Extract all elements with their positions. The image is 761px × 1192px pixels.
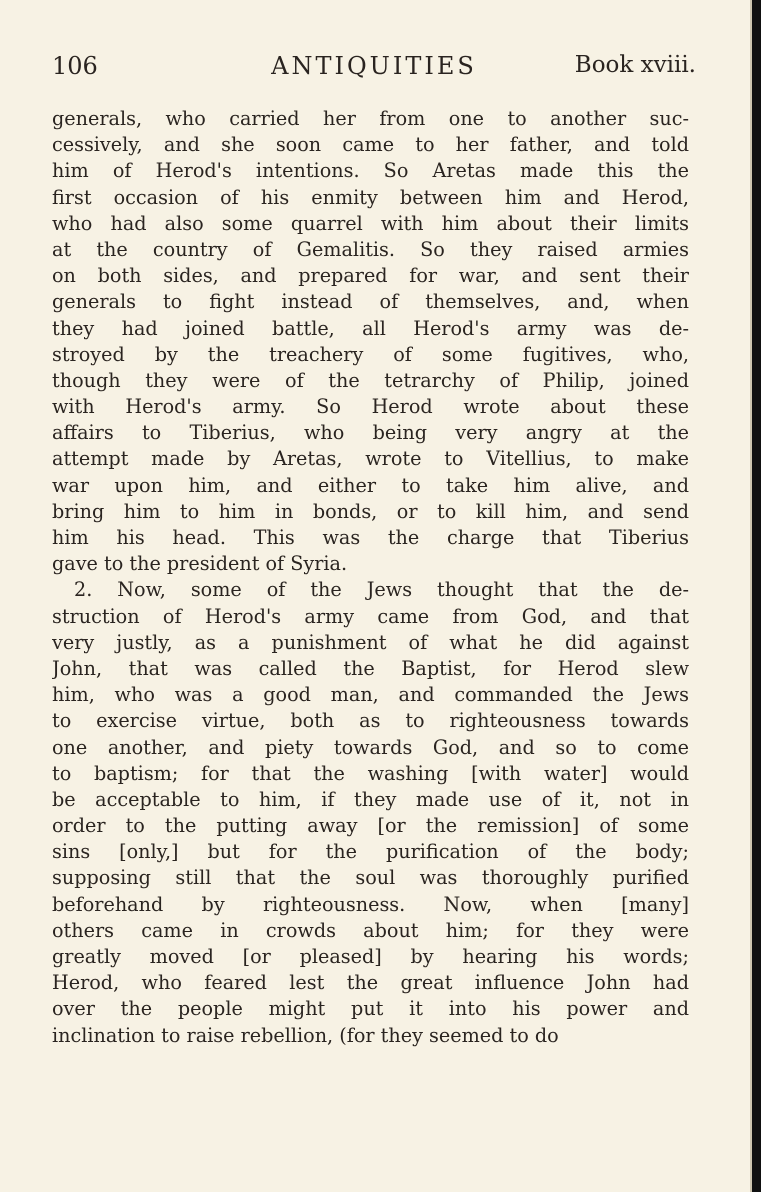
text-line: on both sides, and prepared for war, and sent their	[52, 264, 689, 288]
text-line: affairs to Tiberius, who being very angry at the	[52, 421, 689, 445]
running-title: ANTIQUITIES	[271, 52, 477, 80]
page-number: 106	[52, 52, 98, 80]
text-line: who had also some quarrel with him about their limits	[52, 211, 689, 235]
text-line: cessively, and she soon came to her father, and told	[52, 133, 689, 157]
text-line: be acceptable to him, if they made use of it, not in	[52, 787, 689, 811]
text-line: one another, and piety towards God, and so to come	[52, 735, 689, 759]
text-line: struction of Herod's army came from God, and that	[52, 604, 689, 628]
text-line: to baptism; for that the washing [with water] would	[52, 761, 689, 785]
text-line: attempt made by Aretas, wrote to Vitellius, to make	[52, 447, 689, 471]
text-line: supposing still that the soul was thoroughly purified	[52, 866, 689, 890]
text-line: though they were of the tetrarchy of Philip, joined	[52, 368, 689, 392]
text-line: beforehand by righteousness. Now, when [many]	[52, 892, 689, 916]
text-line: they had joined battle, all Herod's army was de-	[52, 316, 689, 340]
text-line: others came in crowds about him; for they were	[52, 918, 689, 942]
text-line: bring him to him in bonds, or to kill him, and send	[52, 499, 689, 523]
text-line: him his head. This was the charge that Tiberius	[52, 526, 689, 549]
text-line: war upon him, and either to take him alive, and	[52, 473, 689, 497]
text-line: him, who was a good man, and commanded the Jews	[52, 683, 689, 707]
text-line: first occasion of his enmity between him and Herod,	[52, 185, 689, 209]
text-line: generals, who carried her from one to another suc-	[52, 107, 689, 130]
text-line: him of Herod's intentions. So Aretas made this the	[52, 159, 689, 183]
text-line: gave to the president of Syria.	[52, 552, 348, 576]
page-edge	[752, 0, 761, 1192]
text-line: greatly moved [or pleased] by hearing his words;	[52, 945, 689, 968]
body-text	[52, 106, 689, 1049]
text-line: 2. Now, some of the Jews thought that the de-	[74, 578, 689, 602]
text-line: John, that was called the Baptist, for Herod slew	[52, 656, 689, 680]
text-line: Herod, who feared lest the great influence John had	[52, 971, 689, 995]
text-line: generals to fight instead of themselves, and, when	[52, 290, 689, 314]
text-line: to exercise virtue, both as to righteousness towards	[52, 709, 689, 733]
text-line: at the country of Gemalitis. So they raised armies	[52, 237, 689, 261]
text-line: order to the putting away [or the remission] of some	[52, 814, 689, 838]
text-line: stroyed by the treachery of some fugitives, who,	[52, 342, 689, 366]
book-reference: Book xviii.	[574, 52, 696, 78]
text-line: over the people might put it into his power and	[52, 997, 689, 1021]
text-line: sins [only,] but for the purification of the body;	[52, 840, 689, 864]
text-line: very justly, as a punishment of what he did against	[52, 630, 689, 654]
running-header	[52, 52, 696, 92]
text-line: with Herod's army. So Herod wrote about these	[52, 395, 689, 419]
text-line: inclination to raise rebellion, (for they seemed to do	[52, 1023, 559, 1047]
